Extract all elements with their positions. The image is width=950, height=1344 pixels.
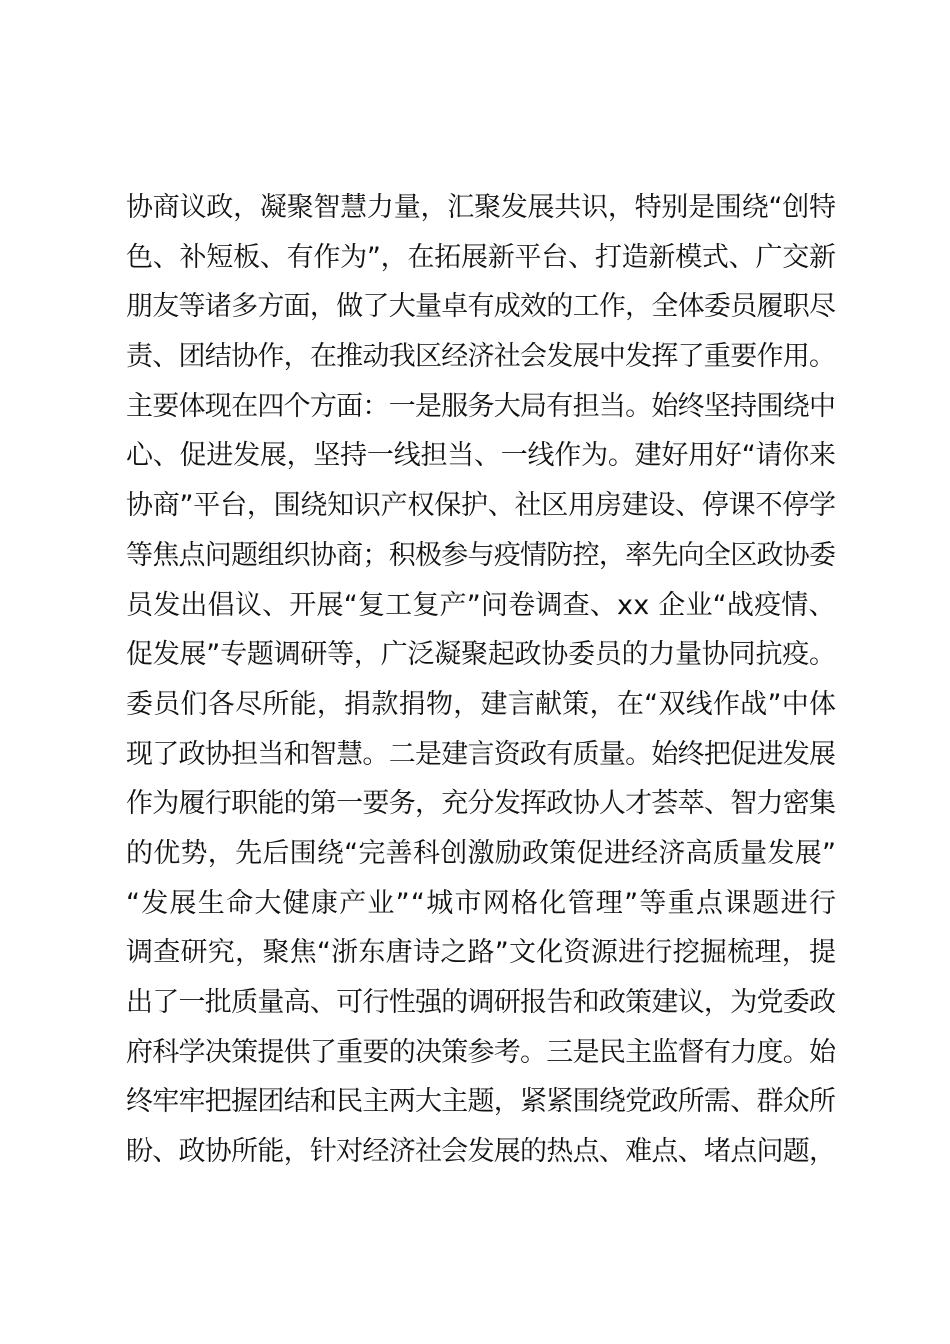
- text-line: “发展生命大健康产业”“城市网格化管理”等重点课题进行: [126, 887, 838, 919]
- text-line: 等焦点问题组织协商；积极参与疫情防控，率先向全区政协委: [126, 539, 836, 571]
- text-line: 出了一批质量高、可行性强的调研报告和政策建议，为党委政: [126, 987, 836, 1018]
- text-line: 协商”平台，围绕知识产权保护、社区用房建设、停课不停学: [126, 490, 836, 522]
- text-line: 责、团结协作，在推动我区经济社会发展中发挥了重要作用。: [126, 341, 836, 373]
- text-line: 员发出倡议、开展“复工复产”问卷调查、xx 企业“战疫情、: [126, 589, 836, 621]
- text-line: 府科学决策提供了重要的决策参考。三是民主监督有力度。始: [126, 1036, 836, 1068]
- text-line: 委员们各尽所能，捐款捐物，建言献策，在“双线作战”中体: [126, 688, 837, 720]
- text-line: 作为履行职能的第一要务，充分发挥政协人才荟萃、智力密集: [126, 788, 836, 820]
- text-line: 盼、政协所能，针对经济社会发展的热点、难点、堵点问题，: [126, 1136, 836, 1168]
- text-line: 协商议政，凝聚智慧力量，汇聚发展共识，特别是围绕“创特: [126, 192, 836, 223]
- text-line: 主要体现在四个方面：一是服务大局有担当。始终坚持围绕中: [126, 390, 836, 422]
- text-line: 终牢牢把握团结和民主两大主题，紧紧围绕党政所需、群众所: [126, 1086, 836, 1118]
- text-line: 色、补短板、有作为”，在拓展新平台、打造新模式、广交新: [126, 241, 836, 273]
- text-line: 的优势，先后围绕“完善科创激励政策促进经济高质量发展”: [126, 837, 837, 869]
- body-paragraph: [126, 183, 836, 1177]
- text-line: 心、促进发展，坚持一线担当、一线作为。建好用好“请你来: [126, 440, 836, 472]
- text-line: 促发展”专题调研等，广泛凝聚起政协委员的力量协同抗疫。: [126, 639, 836, 671]
- text-line: 朋友等诸多方面，做了大量卓有成效的工作，全体委员履职尽: [126, 291, 836, 323]
- text-line: 调查研究，聚焦“浙东唐诗之路”文化资源进行挖掘梳理，提: [126, 937, 837, 969]
- text-line: 现了政协担当和智慧。二是建言资政有质量。始终把促进发展: [126, 738, 836, 770]
